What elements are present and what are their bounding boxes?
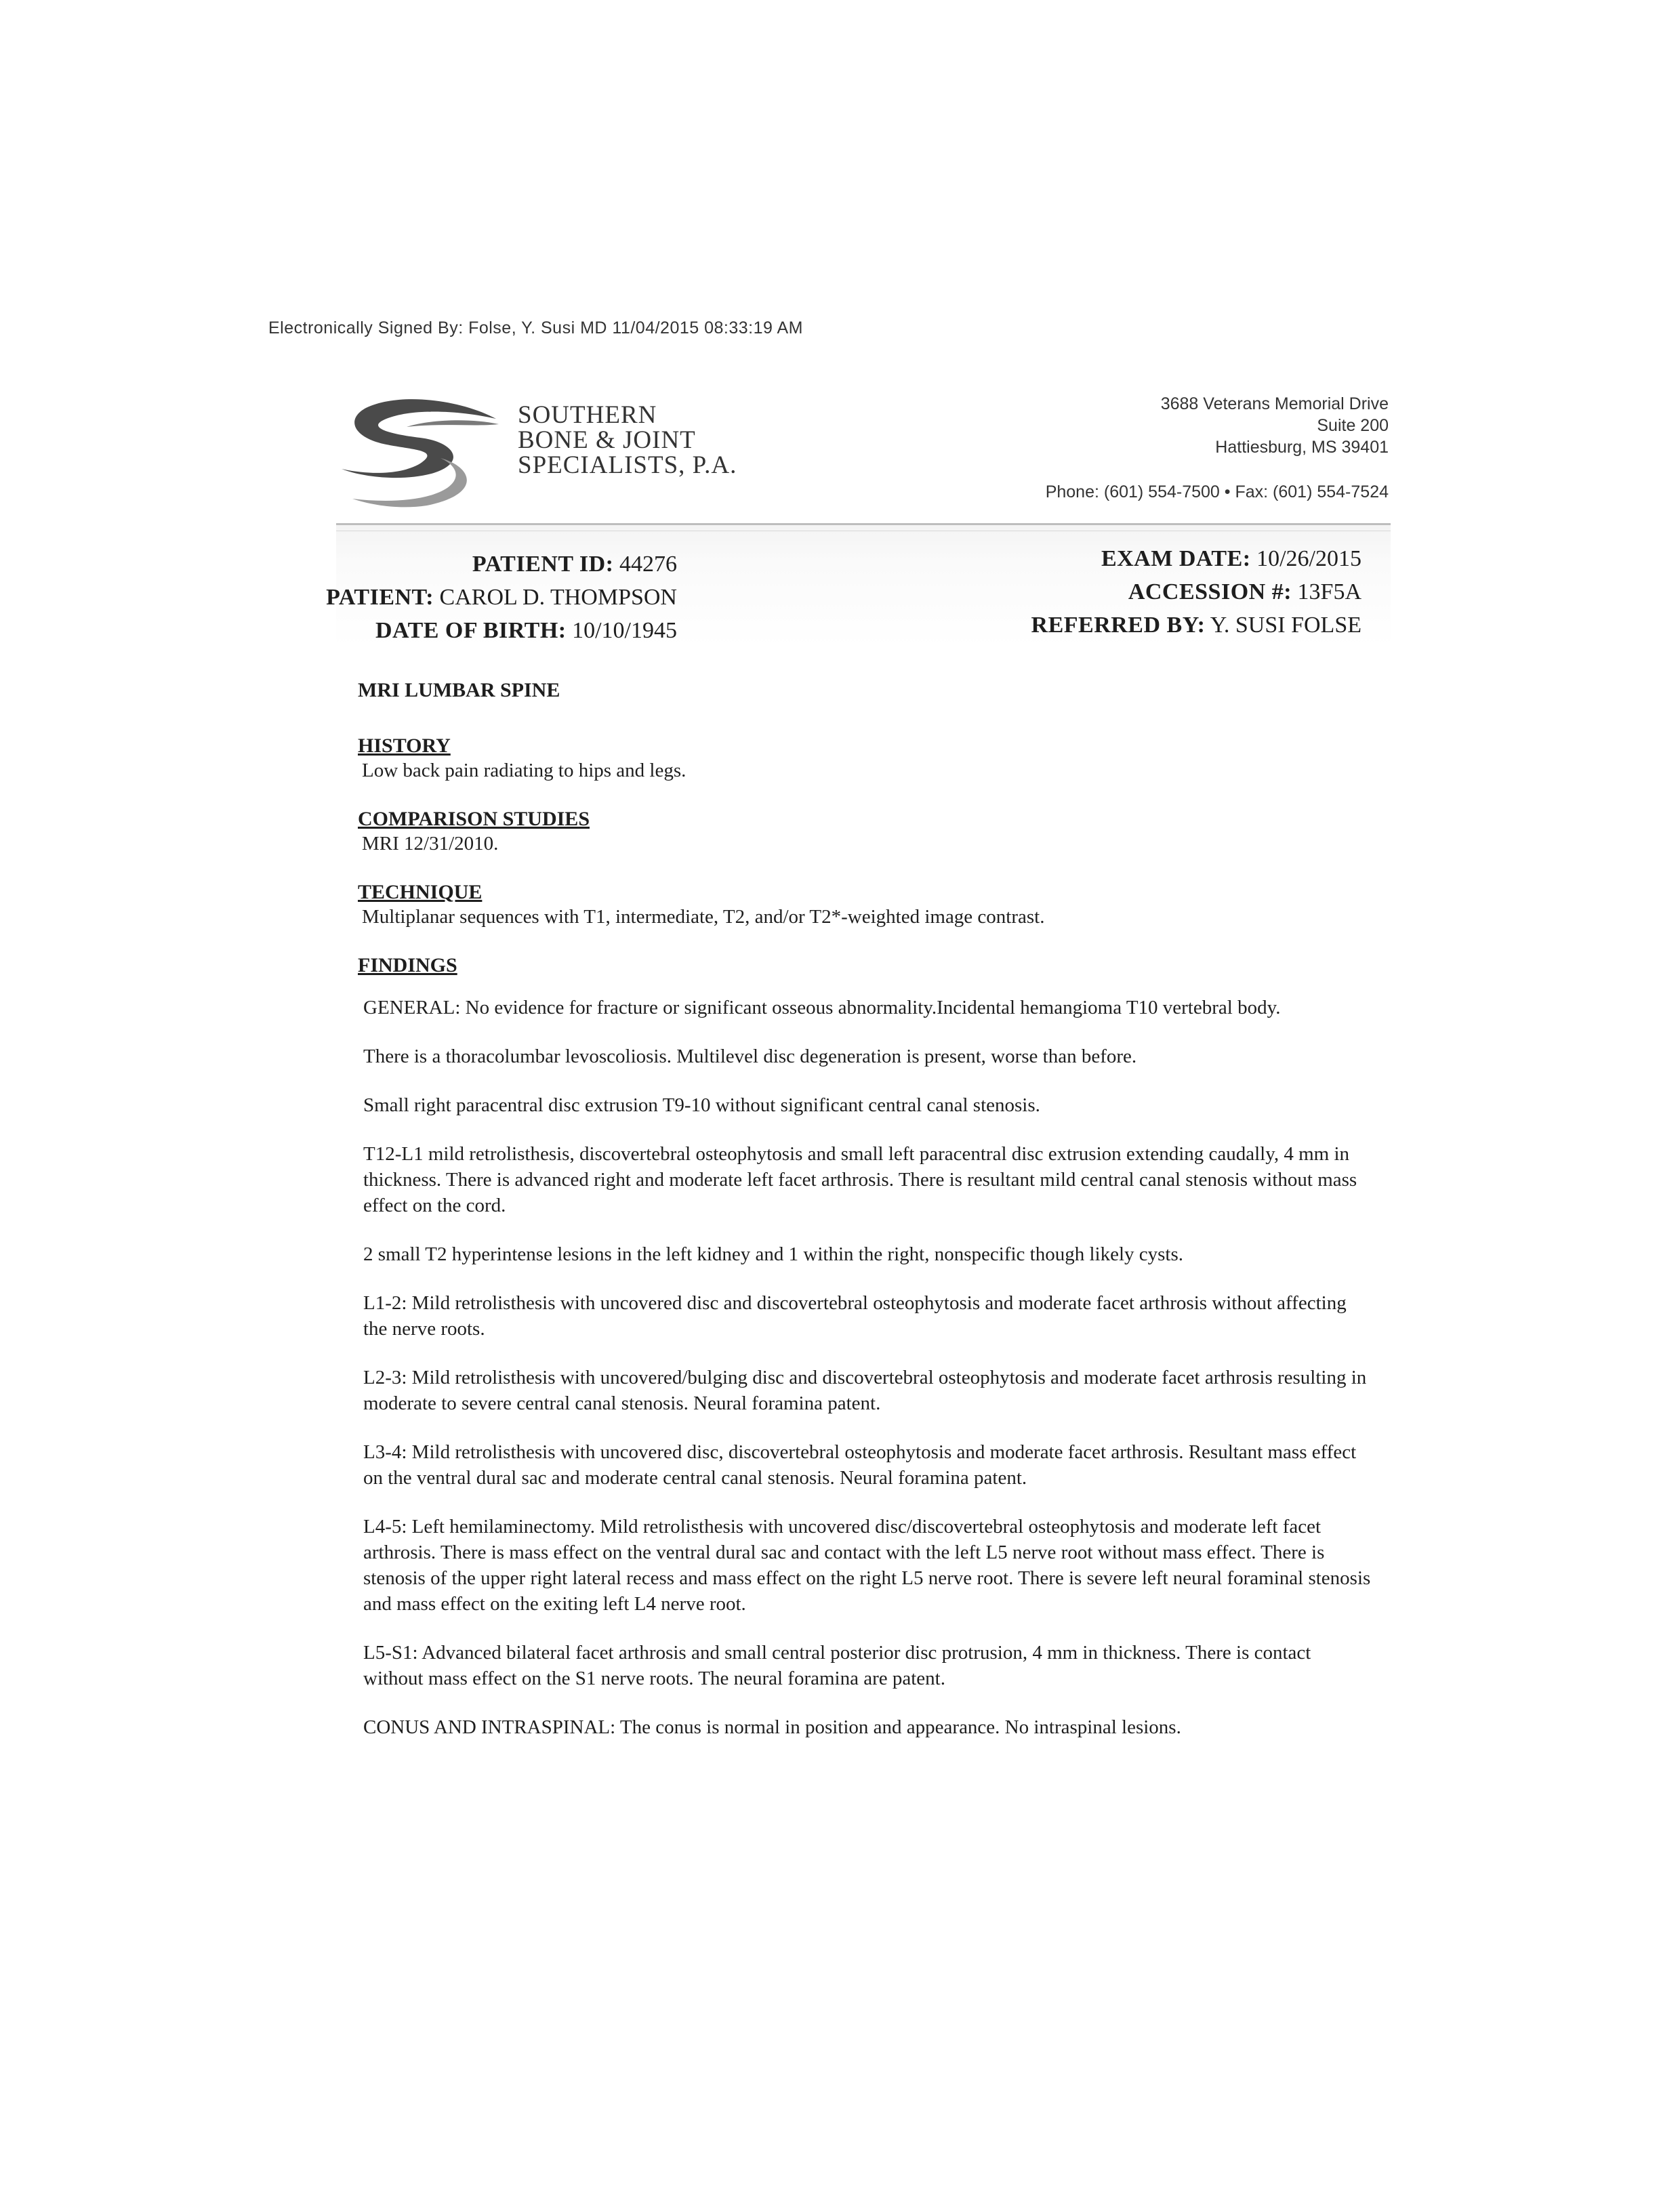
referred-by-label: REFERRED BY: xyxy=(1031,613,1206,638)
finding-l4-5: L4-5: Left hemilaminectomy. Mild retrolisthesis with uncovered disc/discovertebral osteophytosis and moderate left facet arthrosis. There is mass effect on the ventral dural sac and contact with the left L5 nerve root without mass effect. There is stenosis of the upper right lateral recess and mass effect on the right L5 nerve root. There is severe left neural foraminal stenosis and mass effect on the exiting left L4 nerve root. xyxy=(363,1516,1371,1615)
history-heading: HISTORY xyxy=(358,735,451,757)
patient-name-row xyxy=(326,581,677,614)
technique-heading: TECHNIQUE xyxy=(358,881,483,903)
exam-date-label: EXAM DATE: xyxy=(1101,546,1251,571)
accession-row xyxy=(1031,575,1361,608)
exam-date-row xyxy=(1031,542,1361,575)
dob-value: 10/10/1945 xyxy=(572,618,677,643)
finding-kidney-lesions: 2 small T2 hyperintense lesions in the left kidney and 1 within the right, nonspecific though likely cysts. xyxy=(363,1243,1184,1265)
exam-date-value: 10/26/2015 xyxy=(1256,546,1361,571)
exam-info xyxy=(1031,542,1361,642)
finding-conus: CONUS AND INTRASPINAL: The conus is normal in position and appearance. No intraspinal lesions. xyxy=(363,1716,1181,1738)
company-address xyxy=(1161,393,1389,458)
accession-label: ACCESSION #: xyxy=(1128,579,1292,604)
finding-general: GENERAL: No evidence for fracture or significant osseous abnormality.Incidental hemangioma T10 vertebral body. xyxy=(363,997,1281,1018)
company-name xyxy=(518,402,737,478)
address-line-3: Hattiesburg, MS 39401 xyxy=(1215,438,1389,457)
referred-by-row xyxy=(1031,608,1361,642)
history-text: Low back pain radiating to hips and legs. xyxy=(362,760,687,781)
dob-row xyxy=(326,614,677,647)
patient-name-value: CAROL D. THOMPSON xyxy=(439,585,677,610)
electronic-signature: Electronically Signed By: Folse, Y. Susi MD 11/04/2015 08:33:19 AM xyxy=(268,318,803,337)
technique-text: Multiplanar sequences with T1, intermediate, T2, and/or T2*-weighted image contrast. xyxy=(362,906,1045,928)
patient-id-value: 44276 xyxy=(619,552,677,577)
referred-by-value: Y. SUSI FOLSE xyxy=(1210,613,1361,638)
finding-t9-10: Small right paracentral disc extrusion T9-10 without significant central canal stenosis. xyxy=(363,1094,1040,1116)
finding-levoscoliosis: There is a thoracolumbar levoscoliosis. Multilevel disc degeneration is present, worse than before. xyxy=(363,1046,1137,1067)
phone-fax: Phone: (601) 554-7500 • Fax: (601) 554-7524 xyxy=(1045,482,1389,501)
finding-l1-2: L1-2: Mild retrolisthesis with uncovered disc and discovertebral osteophytosis and moderate facet arthrosis without affecting the nerve roots. xyxy=(363,1292,1347,1340)
report-body xyxy=(358,678,1374,1763)
patient-name-label: PATIENT: xyxy=(326,585,434,610)
finding-l2-3: L2-3: Mild retrolisthesis with uncovered/bulging disc and discovertebral osteophytosis and moderate facet arthrosis resulting in moderate to severe central canal stenosis. Neural foramina patent. xyxy=(363,1367,1367,1414)
finding-l3-4: L3-4: Mild retrolisthesis with uncovered disc, discovertebral osteophytosis and moderate facet arthrosis. Resultant mass effect on the ventral dural sac and moderate central canal stenosis. Neural foramina patent. xyxy=(363,1441,1357,1489)
accession-value: 13F5A xyxy=(1297,579,1361,604)
finding-l5-s1: L5-S1: Advanced bilateral facet arthrosis and small central posterior disc protrusion, 4 mm in thickness. There is contact without mass effect on the S1 nerve roots. The neural foramina are patent. xyxy=(363,1642,1311,1689)
company-name-line-3: SPECIALISTS, P.A. xyxy=(518,451,737,479)
patient-id-label: PATIENT ID: xyxy=(472,552,614,577)
comparison-heading: COMPARISON STUDIES xyxy=(358,808,590,830)
patient-info xyxy=(326,548,677,647)
patient-id-row xyxy=(326,548,677,581)
address-line-2: Suite 200 xyxy=(1317,416,1389,435)
dob-label: DATE OF BIRTH: xyxy=(375,618,567,643)
comparison-text: MRI 12/31/2010. xyxy=(362,833,499,854)
swoosh-s-logo xyxy=(339,393,501,508)
company-name-line-2: BONE & JOINT xyxy=(518,426,696,454)
company-name-line-1: SOUTHERN xyxy=(518,401,657,429)
report-title: MRI LUMBAR SPINE xyxy=(358,679,560,701)
findings-heading: FINDINGS xyxy=(358,954,457,976)
finding-t12-l1: T12-L1 mild retrolisthesis, discovertebral osteophytosis and small left paracentral disc extrusion extending caudally, 4 mm in thickness. There is advanced right and moderate left facet arthrosis. There is resultant mild central canal stenosis without mass effect on the cord. xyxy=(363,1143,1357,1216)
address-line-1: 3688 Veterans Memorial Drive xyxy=(1160,394,1389,413)
